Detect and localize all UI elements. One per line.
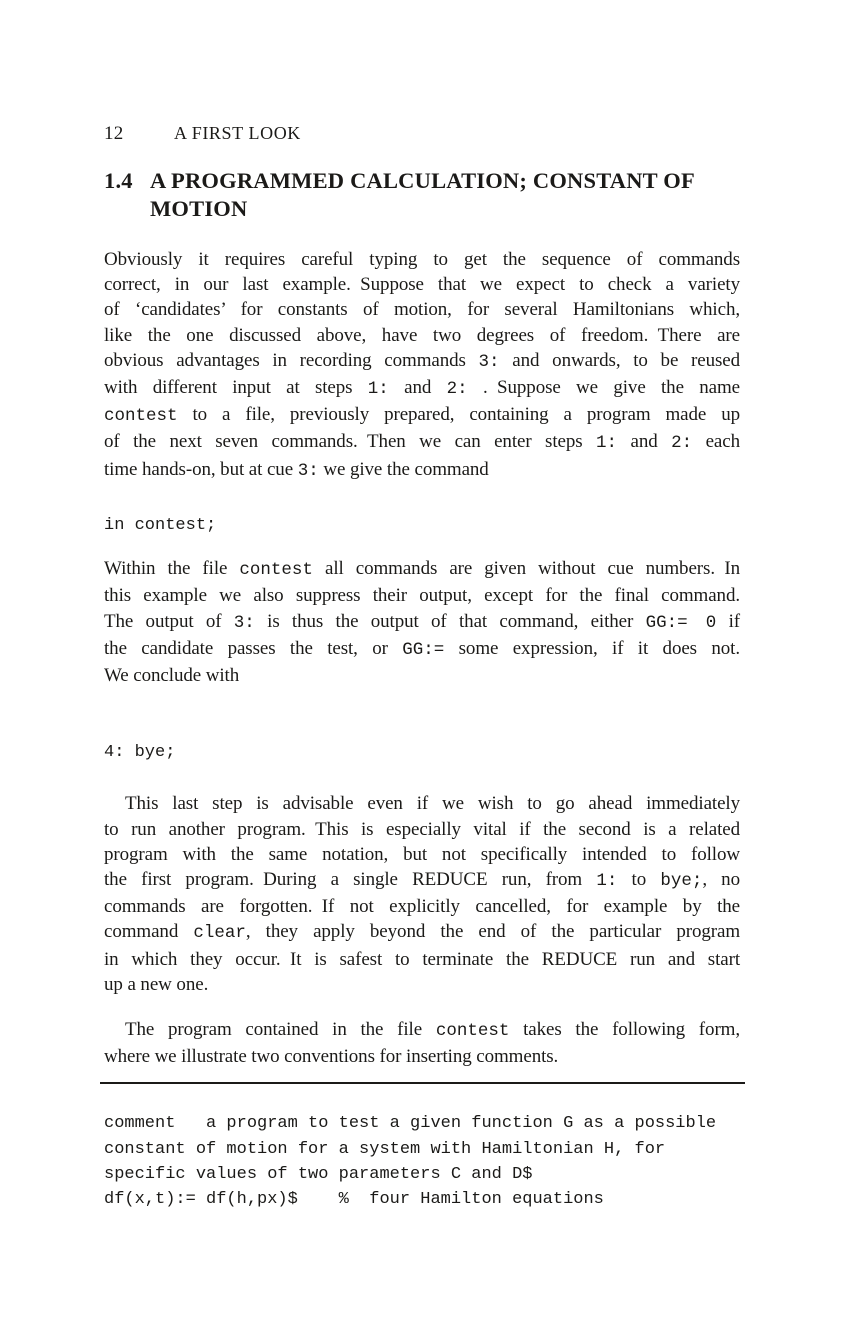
section-number: 1.4 <box>104 168 133 193</box>
paragraph <box>104 791 740 997</box>
text-line: of ‘candidates’ for constants of motion, for several Hamiltonians which, <box>104 299 740 321</box>
code-block <box>104 1111 740 1212</box>
text-line: to run another program. This is especially vital if the second is a related <box>104 818 740 840</box>
code-line: in contest; <box>104 515 217 535</box>
text-line: We conclude with <box>104 664 240 686</box>
code-line: comment a program to test a given function G as a possible <box>104 1114 717 1134</box>
text-line: of the next seven commands. Then we can enter steps 1: and 2: each <box>104 431 740 454</box>
text-line: Within the file contest all commands are given without cue numbers. In <box>104 558 740 581</box>
text-line: like the one discussed above, have two degrees of freedom. There are <box>104 324 740 346</box>
text-line: The program contained in the file contest takes the following form, <box>125 1019 740 1042</box>
text-line: commands are forgotten. If not explicitly cancelled, for example by the <box>104 896 740 918</box>
paragraph <box>104 556 740 688</box>
paragraph <box>104 1017 740 1069</box>
text-line: program with the same notation, but not specifically intended to follow <box>104 843 740 865</box>
page-header <box>104 123 301 145</box>
text-line: where we illustrate two conventions for inserting comments. <box>104 1046 559 1068</box>
text-line: in which they occur. It is safest to terminate the REDUCE run and start <box>104 948 740 970</box>
inline-code: 1: <box>596 433 618 454</box>
inline-code: 3: <box>478 351 500 372</box>
inline-code: 1: <box>596 871 618 892</box>
text-line: time hands-on, but at cue 3: we give the command <box>104 458 489 481</box>
text-line: up a new one. <box>104 973 209 995</box>
text-line: the candidate passes the test, or GG:= some expression, if it does not. <box>104 637 740 660</box>
text-line: with different input at steps 1: and 2: . Suppose we give the name <box>104 377 740 400</box>
code-block <box>104 740 740 765</box>
running-title: A FIRST LOOK <box>174 123 301 143</box>
inline-code: clear <box>193 923 246 944</box>
text-line: The output of 3: is thus the output of that command, either GG:= 0 if <box>104 610 740 633</box>
inline-code: 2: <box>671 433 693 454</box>
inline-code: contest <box>104 406 178 427</box>
paragraph <box>104 247 740 484</box>
section-title-line1: A PROGRAMMED CALCULATION; CONSTANT OF <box>150 168 695 193</box>
text-line: command clear, they apply beyond the end of the particular program <box>104 921 741 944</box>
inline-code: 3: <box>297 460 319 481</box>
inline-code: contest <box>239 560 313 581</box>
code-block <box>104 513 740 538</box>
section-title-line2: MOTION <box>150 196 248 221</box>
text-line: This last step is advisable even if we wish to go ahead immediately <box>125 793 740 815</box>
inline-code: contest <box>435 1021 510 1042</box>
page-number: 12 <box>104 123 124 144</box>
code-line: constant of motion for a system with Hamiltonian H, for <box>104 1139 666 1159</box>
text-line: this example we also suppress their output, except for the final command. <box>104 585 740 607</box>
code-line: specific values of two parameters C and D$ <box>104 1165 533 1185</box>
text-line: obvious advantages in recording commands 3: and onwards, to be reused <box>104 349 740 372</box>
text-line: the first program. During a single REDUCE run, from 1: to bye;, no <box>104 869 740 892</box>
text-line: Obviously it requires careful typing to get the sequence of commands <box>104 249 740 270</box>
inline-code: GG:= <box>402 639 445 660</box>
text-line: contest to a file, previously prepared, containing a program made up <box>104 404 740 427</box>
code-line: 4: bye; <box>104 743 176 763</box>
code-line: df(x,t):= df(h,px)$ % four Hamilton equations <box>104 1190 604 1210</box>
text-line: correct, in our last example. Suppose that we expect to check a variety <box>104 274 740 296</box>
inline-code: GG:= 0 <box>645 612 717 633</box>
text-column <box>104 247 740 1213</box>
inline-code: bye; <box>660 871 703 892</box>
horizontal-rule <box>100 1082 745 1084</box>
inline-code: 3: <box>233 612 255 633</box>
section-title <box>150 167 754 223</box>
section-heading <box>104 167 754 223</box>
inline-code: 1: <box>367 379 389 400</box>
inline-code: 2: <box>446 379 468 400</box>
